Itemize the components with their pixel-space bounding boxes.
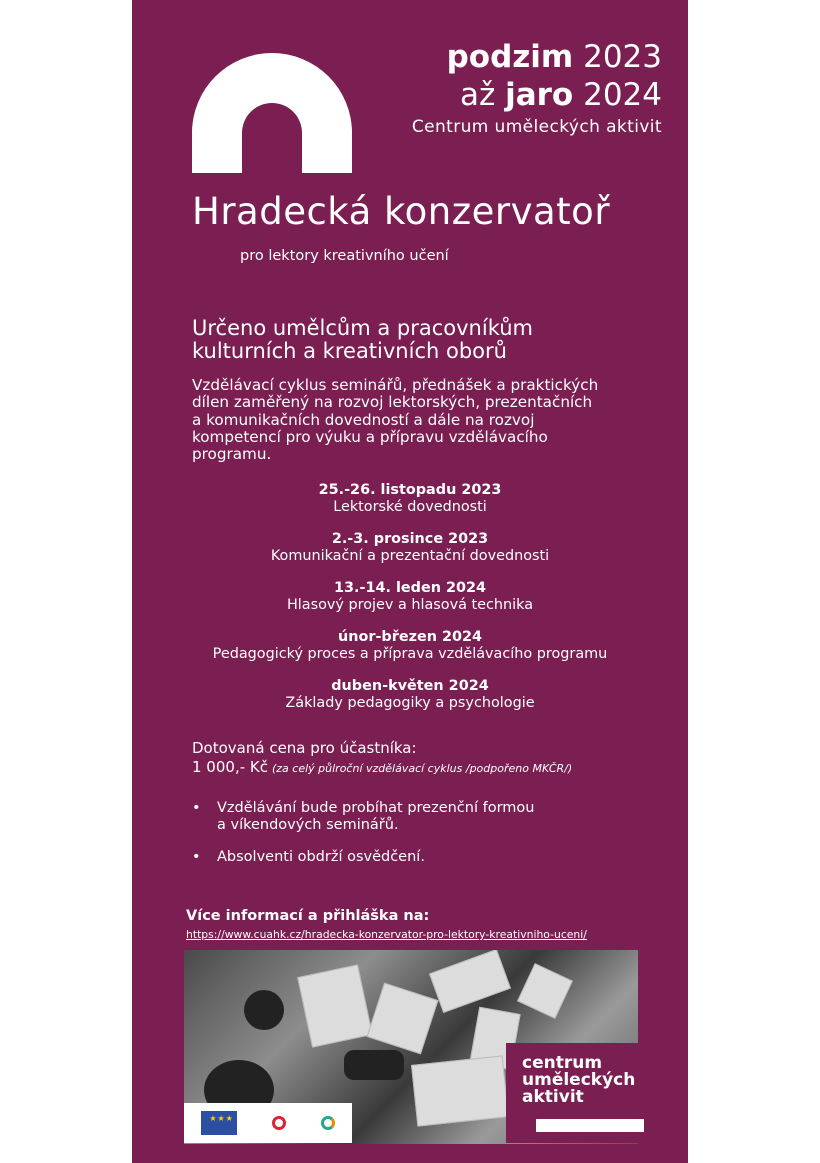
bullet-line: • Absolventi obdrží osvědčení. <box>217 849 425 865</box>
schedule-item <box>132 629 688 663</box>
description <box>192 377 662 463</box>
cua-logo-line: centrum <box>522 1053 603 1073</box>
funding-logos <box>184 1103 352 1143</box>
description-line: kompetencí pro výuku a přípravu vzdělávacího <box>192 427 548 446</box>
arch-logo-icon <box>192 53 352 173</box>
description-line: a komunikačních dovedností a dále na rozvoj <box>192 410 535 429</box>
audience-heading <box>192 317 533 363</box>
audience-heading-line: kulturních a kreativních oborů <box>192 339 507 363</box>
season-year-start: 2023 <box>583 39 662 75</box>
season-to: až <box>459 77 496 113</box>
registration-link[interactable]: https://www.cuahk.cz/hradecka-konzervator-pro-lektory-kreativniho-uceni/ <box>186 928 587 941</box>
schedule-item <box>132 678 688 712</box>
schedule-item <box>132 482 688 516</box>
audience-heading-line: Určeno umělcům a pracovníkům <box>192 316 533 340</box>
schedule-date: 2.-3. prosince 2023 <box>331 531 489 547</box>
recovery-plan-logo-icon <box>321 1116 335 1130</box>
schedule-topic: Základy pedagogiky a psychologie <box>285 695 535 711</box>
schedule-item <box>132 531 688 565</box>
photo-object <box>244 990 284 1030</box>
schedule-topic: Komunikační a prezentační dovednosti <box>270 548 550 564</box>
price-amount: 1 000,- Kč <box>192 758 268 776</box>
schedule-date: únor-březen 2024 <box>337 629 483 645</box>
cua-logo-line: aktivit <box>522 1087 584 1107</box>
center-name: Centrum uměleckých aktivit <box>411 117 662 137</box>
photo-card <box>411 1055 509 1126</box>
page-title: Hradecká konzervatoř <box>192 190 611 233</box>
description-line: Vzdělávací cyklus seminářů, přednášek a praktických <box>192 376 599 394</box>
eu-flag-icon: ★★★ <box>201 1111 237 1135</box>
photo-card <box>429 950 511 1013</box>
schedule-item <box>132 580 688 614</box>
info-bullets <box>192 800 632 881</box>
season-spring: jaro <box>505 77 574 113</box>
season-dates <box>447 38 662 114</box>
description-line: dílen zaměřený na rozvoj lektorských, prezentačních <box>192 393 593 412</box>
schedule-topic: Pedagogický proces a příprava vzdělávacího programu <box>212 646 608 662</box>
list-item <box>192 849 632 866</box>
schedule-date: 13.-14. leden 2024 <box>333 580 487 596</box>
photo-object <box>344 1050 404 1080</box>
price-block <box>192 739 572 778</box>
cua-logo-bar <box>536 1119 644 1132</box>
price-note: (za celý půlroční vzdělávací cyklus /podpořeno MKČR/) <box>271 762 573 775</box>
season-autumn: podzim <box>446 39 574 75</box>
schedule-date: duben-květen 2024 <box>331 678 489 694</box>
list-item <box>192 800 632 834</box>
cua-logo <box>506 1043 644 1143</box>
bullet-line: a víkendových seminářů. <box>217 817 399 833</box>
price-label: Dotovaná cena pro účastníka: <box>192 739 417 757</box>
schedule-topic: Hlasový projev a hlasová technika <box>286 597 534 613</box>
poster <box>132 0 688 1163</box>
bullet-line: • Vzdělávání bude probíhat prezenční formou <box>217 800 535 816</box>
photo-card <box>297 964 373 1047</box>
info-label: Více informací a přihláška na: <box>186 908 430 924</box>
ministry-logo-icon <box>272 1116 286 1130</box>
schedule-date: 25.-26. listopadu 2023 <box>318 482 502 498</box>
cua-logo-line: uměleckých <box>522 1070 636 1090</box>
description-line: programu. <box>192 445 272 464</box>
cua-logo-text <box>522 1055 635 1106</box>
photo-card <box>367 983 439 1055</box>
page-subtitle: pro lektory kreativního učení <box>240 248 449 264</box>
photo-card <box>517 963 573 1019</box>
schedule-topic: Lektorské dovednosti <box>333 499 487 515</box>
season-year-end: 2024 <box>583 77 662 113</box>
